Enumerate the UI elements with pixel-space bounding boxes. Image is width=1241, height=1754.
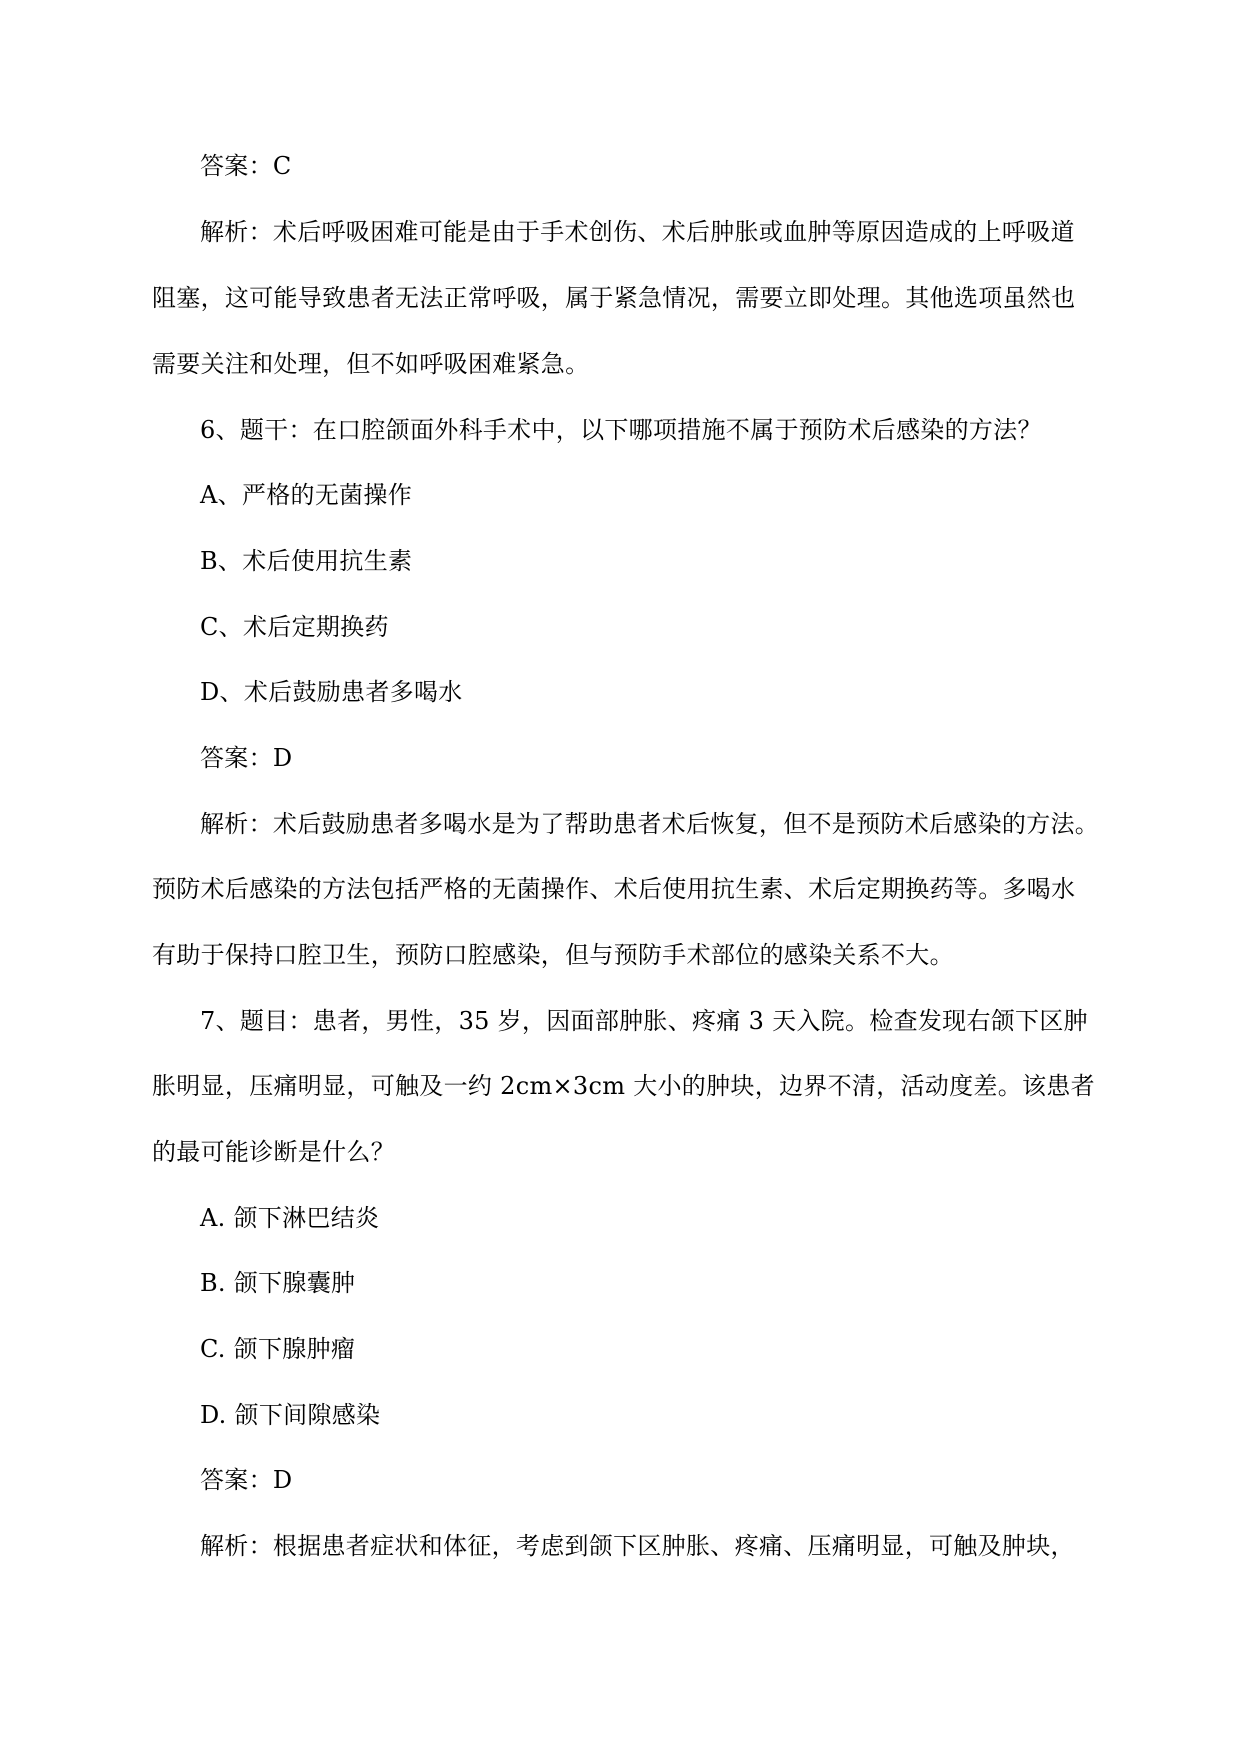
q5-explanation-line-3: 需要关注和处理，但不如呼吸困难紧急。 <box>152 350 590 378</box>
q6-stem: 6、题干：在口腔颌面外科手术中，以下哪项措施不属于预防术后感染的方法？ <box>200 416 1042 444</box>
q6-explanation-line-3: 有助于保持口腔卫生，预防口腔感染，但与预防手术部位的感染关系不大。 <box>152 941 954 969</box>
q7-stem-line-1: 7、题目：患者，男性，35 岁，因面部肿胀、疼痛 3 天入院。检查发现右颌下区肿 <box>200 1007 1088 1035</box>
q6-explanation-line-2: 预防术后感染的方法包括严格的无菌操作、术后使用抗生素、术后定期换药等。多喝水 <box>152 875 1076 903</box>
q6-option-c: C、术后定期换药 <box>200 613 389 641</box>
q6-option-d: D、术后鼓励患者多喝水 <box>200 678 463 706</box>
q6-option-a: A、严格的无菌操作 <box>200 481 413 509</box>
q5-explanation-line-1: 解析：术后呼吸困难可能是由于手术创伤、术后肿胀或血肿等原因造成的上呼吸道 <box>200 218 1075 246</box>
q6-option-b: B、术后使用抗生素 <box>200 547 413 575</box>
q7-answer: 答案：D <box>200 1466 293 1494</box>
q7-stem-line-3: 的最可能诊断是什么？ <box>152 1138 395 1166</box>
q7-explanation-line-1: 解析：根据患者症状和体征，考虑到颌下区肿胀、疼痛、压痛明显，可触及肿块， <box>200 1532 1075 1560</box>
q5-answer: 答案：C <box>200 152 292 180</box>
q5-explanation-line-2: 阻塞，这可能导致患者无法正常呼吸，属于紧急情况，需要立即处理。其他选项虽然也 <box>152 284 1076 312</box>
q7-option-b: B. 颌下腺囊肿 <box>200 1269 356 1297</box>
q7-option-c: C. 颌下腺肿瘤 <box>200 1335 356 1363</box>
q7-option-d: D. 颌下间隙感染 <box>200 1401 381 1429</box>
q6-answer: 答案：D <box>200 744 293 772</box>
q7-option-a: A. 颌下淋巴结炎 <box>200 1204 380 1232</box>
q7-stem-line-2: 胀明显，压痛明显，可触及一约 2cm×3cm 大小的肿块，边界不清，活动度差。该患者 <box>152 1072 1095 1100</box>
q6-explanation-line-1: 解析：术后鼓励患者多喝水是为了帮助患者术后恢复，但不是预防术后感染的方法。 <box>200 810 1100 838</box>
